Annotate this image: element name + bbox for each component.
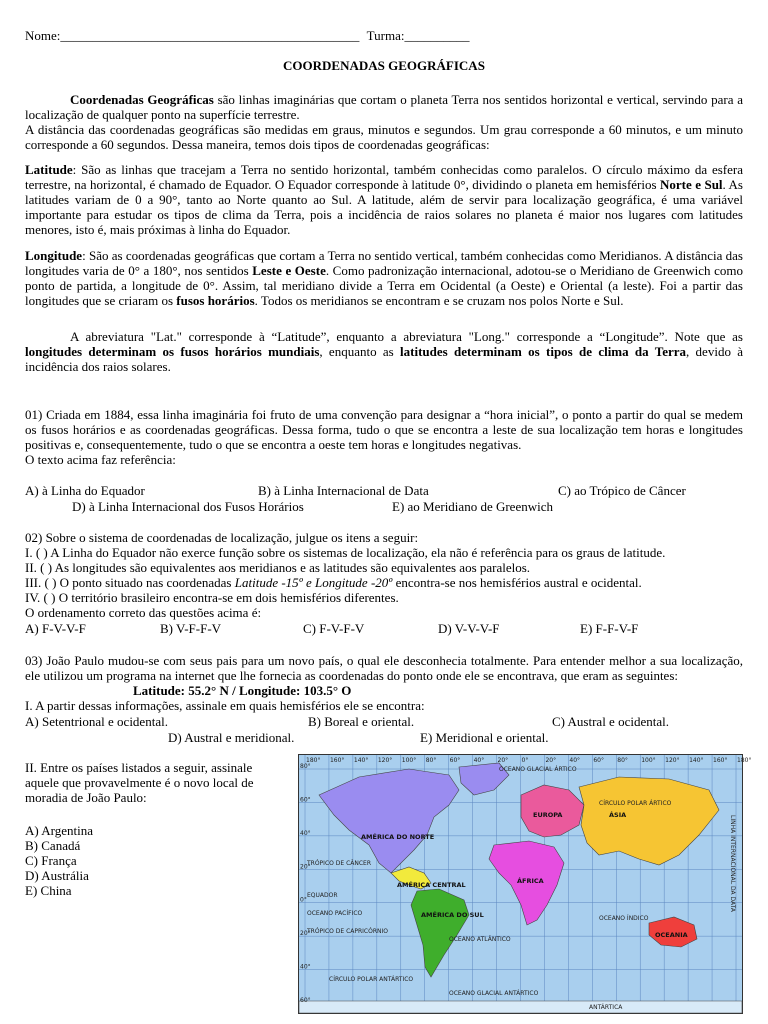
intro-text: são linhas imaginárias que cortam o planeta Terra nos sentidos horizontal e vertical, servindo para a localização de qualquer ponto na superfície terrestre. [25, 92, 744, 122]
question-1-ref: O texto acima faz referência: [25, 452, 176, 467]
q3-option-b[interactable]: B) Boreal e oriental. [308, 714, 415, 729]
page-title: COORDENADAS GEOGRÁFICAS [283, 58, 485, 73]
q2-order: O ordenamento correto das questões acima é: [25, 605, 262, 620]
longitude-term: Longitude [25, 248, 83, 263]
question-2-intro: 02) Sobre o sistema de coordenadas de localização, julgue os itens a seguir: [25, 530, 419, 545]
south-america-shape [411, 889, 469, 977]
longitude-bold-2: fusos horários [176, 293, 255, 308]
longitude-tick-label: 120° [377, 757, 393, 764]
q2-item-3-text-a: III. ( ) O ponto situado nas coordenadas [25, 575, 235, 590]
latitude-tick-label: 60° [300, 796, 311, 804]
latitude-bold-1: Norte e Sul [660, 177, 723, 192]
label-equator: EQUADOR [307, 892, 338, 899]
class-label: Turma: [366, 28, 405, 43]
label-south-america: AMÉRICA DO SUL [421, 911, 484, 919]
q3-part-2: II. Entre os países listados a seguir, assinale aquele que provavelmente é o novo local de moradia de João Paulo: [25, 760, 254, 805]
q2-item-3 [25, 575, 743, 590]
latitude-tick-label: 80° [300, 763, 311, 770]
label-indian-ocean: OCEANO ÍNDICO [599, 915, 649, 922]
latitude-tick-label: 40° [300, 963, 311, 971]
q1-option-a[interactable]: A) à Linha do Equador [25, 483, 145, 498]
longitude-tick-label: 80° [425, 757, 437, 764]
q3-option-c[interactable]: C) Austral e ocidental. [552, 714, 669, 729]
latitude-text-1: : São as linhas que tracejam a Terra no sentido horizontal, também conhecidas como paralelos. O círculo máximo da esfera terrestre, na horizontal, é chamado de Equador. O Equador corresponde à latitude 0°, dividindo o planeta em hemisférios [25, 162, 743, 192]
longitude-tick-label: 0° [521, 757, 529, 764]
longitude-tick-label: 20° [497, 757, 509, 764]
q3-country-option[interactable]: E) China [25, 883, 72, 898]
label-arctic-circle: CÍRCULO POLAR ÁRTICO [599, 800, 672, 807]
longitude-tick-label: 80° [617, 757, 628, 764]
abbrev-paragraph [25, 329, 743, 374]
label-pacific-ocean: OCEANO PACÍFICO [307, 910, 363, 917]
world-map [298, 754, 752, 1014]
longitude-tick-label: 20° [545, 757, 557, 764]
q1-option-b[interactable]: B) à Linha Internacional de Data [258, 483, 429, 498]
label-date-line: LINHA INTERNACIONAL DA DATA [729, 815, 736, 913]
label-africa: ÁFRICA [517, 877, 544, 885]
longitude-tick-label: 140° [689, 757, 704, 764]
q1-option-e[interactable]: E) ao Meridiano de Greenwich [392, 499, 553, 514]
label-antarctic-ocean: OCEANO GLACIAL ANTÁRTICO [449, 990, 539, 997]
intro-paragraph [25, 92, 743, 122]
q3-part-1: I. A partir dessas informações, assinale em quais hemisférios ele se encontra: [25, 698, 425, 713]
world-map-svg [299, 755, 752, 1013]
label-atlantic-ocean: OCEANO ATLÂNTICO [449, 936, 511, 943]
asia-shape [579, 777, 719, 865]
q1-option-d[interactable]: D) à Linha Internacional dos Fusos Horários [72, 499, 304, 514]
q2-item-1: I. ( ) A Linha do Equador não exerce função sobre os sistemas de localização, ela não é referência para os graus de latitude. [25, 545, 666, 560]
header-line [25, 28, 745, 43]
q3-country-option[interactable]: C) França [25, 853, 77, 868]
q3-option-e[interactable]: E) Meridional e oriental. [420, 730, 549, 745]
label-tropic-capricorn: TRÓPICO DE CAPRICÓRNIO [307, 928, 388, 935]
longitude-text-2: . Como padronização internacional, adotou-se o Meridiano de Greenwich como ponto de partida, a longitude de 0°. Assim, tal meridiano divide a Terra em Ocidental (a Oeste) e Oriental (a leste). Foi a partir das longitudes que se criaram os [25, 263, 743, 308]
label-oceania: OCEANIA [655, 931, 688, 939]
longitude-text-1: : São as coordenadas geográficas que cortam a Terra no sentido vertical, também conhecidas como Meridianos. A distância das longitudes varia de 0° a 180°, nos sentidos [25, 248, 743, 278]
longitude-tick-label: 100° [641, 757, 656, 764]
q3-country-option[interactable]: D) Austrália [25, 868, 89, 883]
q2-item-3-coords: Latitude -15º e Longitude -20º [234, 575, 393, 590]
latitude-tick-label: 40° [300, 829, 311, 837]
q3-country-option[interactable]: A) Argentina [25, 823, 93, 838]
longitude-tick-label: 60° [593, 757, 604, 764]
label-europe: EUROPA [533, 811, 563, 819]
q3-option-d[interactable]: D) Austral e meridional. [168, 730, 295, 745]
label-antarctica: ANTÁRTICA [589, 1004, 623, 1011]
latitude-tick-label: 0° [300, 896, 307, 904]
north-america-shape [319, 769, 459, 873]
label-antarctic-circle: CÍRCULO POLAR ANTÁRTICO [329, 976, 414, 983]
intro-paragraph-2: A distância das coordenadas geográficas são medidas em graus, minutos e segundos. Um grau corresponde a 60 minutos, e um minuto corresponde a 60 segundos. Dessa maneira, temos dois tipos de coordenadas geográficas: [25, 122, 743, 152]
latitude-term: Latitude [25, 162, 73, 177]
latitude-text-2: . As latitudes variam de 0 a 90°, tanto ao Norte quanto ao Sul. A latitude, além de servir para localização geográfica, é uma variável importante para estudar os tipos de clima da Terra, pois a incidência de raios solares no planeta é maior nos lugares com latitudes menores, isto é, mais próximas à linha do Equador. [25, 177, 743, 237]
longitude-tick-label: 180° [737, 757, 752, 764]
longitude-tick-label: 60° [449, 757, 461, 764]
label-asia: ÁSIA [609, 811, 627, 819]
longitude-tick-label: 40° [473, 757, 485, 764]
q3-option-a[interactable]: A) Setentrional e ocidental. [25, 714, 168, 729]
q3-country-option[interactable]: B) Canadá [25, 838, 81, 853]
q1-option-c[interactable]: C) ao Trópico de Câncer [558, 483, 686, 498]
latitude-paragraph [25, 162, 743, 237]
abbrev-bold-1: longitudes determinam os fusos horários mundiais [25, 344, 320, 359]
label-central-america: AMÉRICA CENTRAL [397, 881, 466, 889]
longitude-bold-1: Leste e Oeste [252, 263, 326, 278]
label-arctic-ocean: OCEANO GLACIAL ÁRTICO [499, 766, 577, 773]
q3-coordinates: Latitude: 55.2° N / Longitude: 103.5° O [133, 683, 352, 698]
abbrev-text-2: , enquanto as [319, 344, 401, 359]
longitude-tick-label: 40° [569, 757, 581, 764]
longitude-tick-label: 160° [713, 757, 728, 764]
q2-option-e[interactable]: E) F-F-V-F [580, 621, 639, 636]
class-input-line[interactable]: __________ [404, 28, 470, 43]
label-tropic-cancer: TRÓPICO DE CÂNCER [307, 860, 372, 867]
label-north-america: AMÉRICA DO NORTE [361, 833, 435, 841]
longitude-tick-label: 160° [329, 757, 345, 764]
longitude-text-3: . Todos os meridianos se encontram e se cruzam nos polos Norte e Sul. [254, 293, 624, 308]
name-input-line[interactable]: ______________________________________________ [60, 28, 360, 43]
longitude-tick-label: 100° [401, 757, 417, 764]
q2-option-d[interactable]: D) V-V-V-F [438, 621, 500, 636]
q2-option-b[interactable]: B) V-F-F-V [160, 621, 222, 636]
intro-term: Coordenadas Geográficas [70, 92, 214, 107]
longitude-tick-label: 120° [665, 757, 680, 764]
latitude-tick-label: 20° [300, 863, 311, 871]
q2-item-4: IV. ( ) O território brasileiro encontra-se em dois hemisférios diferentes. [25, 590, 399, 605]
abbrev-bold-2: latitudes determinam os tipos de clima da Terra [400, 344, 687, 359]
question-3-text: 03) João Paulo mudou-se com seus pais para um novo país, o qual ele desconhecia totalmente. Para entender melhor a sua localização, ele utilizou um programa na internet que lhe fornecia as coordenadas do ponto onde ele se encontrava, que eram as seguintes: [25, 653, 743, 683]
abbrev-text-3: , devido à incidência dos raios solares. [25, 344, 744, 374]
longitude-tick-label: 180° [306, 757, 321, 764]
latitude-tick-label: 20° [300, 930, 311, 938]
q2-option-a[interactable]: A) F-V-V-F [25, 621, 86, 636]
q2-option-c[interactable]: C) F-V-F-V [303, 621, 365, 636]
longitude-tick-label: 140° [353, 757, 369, 764]
q3-part2-options [25, 823, 93, 898]
longitude-paragraph [25, 248, 743, 308]
latitude-tick-label: 60° [300, 997, 311, 1004]
antarctica-shape [299, 1001, 742, 1013]
q2-item-2: II. ( ) As longitudes são equivalentes aos meridianos e as latitudes são equivalentes aos paralelos. [25, 560, 531, 575]
question-1-text: 01) Criada em 1884, essa linha imaginária foi fruto de uma convenção para designar a “hora inicial”, o ponto a partir do qual se medem os fusos horários e as coordenadas geográficas. Dessa forma, tudo o que se encontra a leste de sua localização tem horas e longitudes positivas e, consequentemente, tudo o que se encontra a oeste tem horas e longitudes negativas. [25, 407, 743, 452]
name-label: Nome: [25, 28, 61, 43]
abbrev-text-1: A abreviatura "Lat." corresponde à “Latitude”, enquanto a abreviatura "Long." corresponde a “Longitude”. Note que as [70, 329, 743, 344]
q2-item-3-text-c: encontra-se nos hemisférios austral e ocidental. [392, 575, 642, 590]
